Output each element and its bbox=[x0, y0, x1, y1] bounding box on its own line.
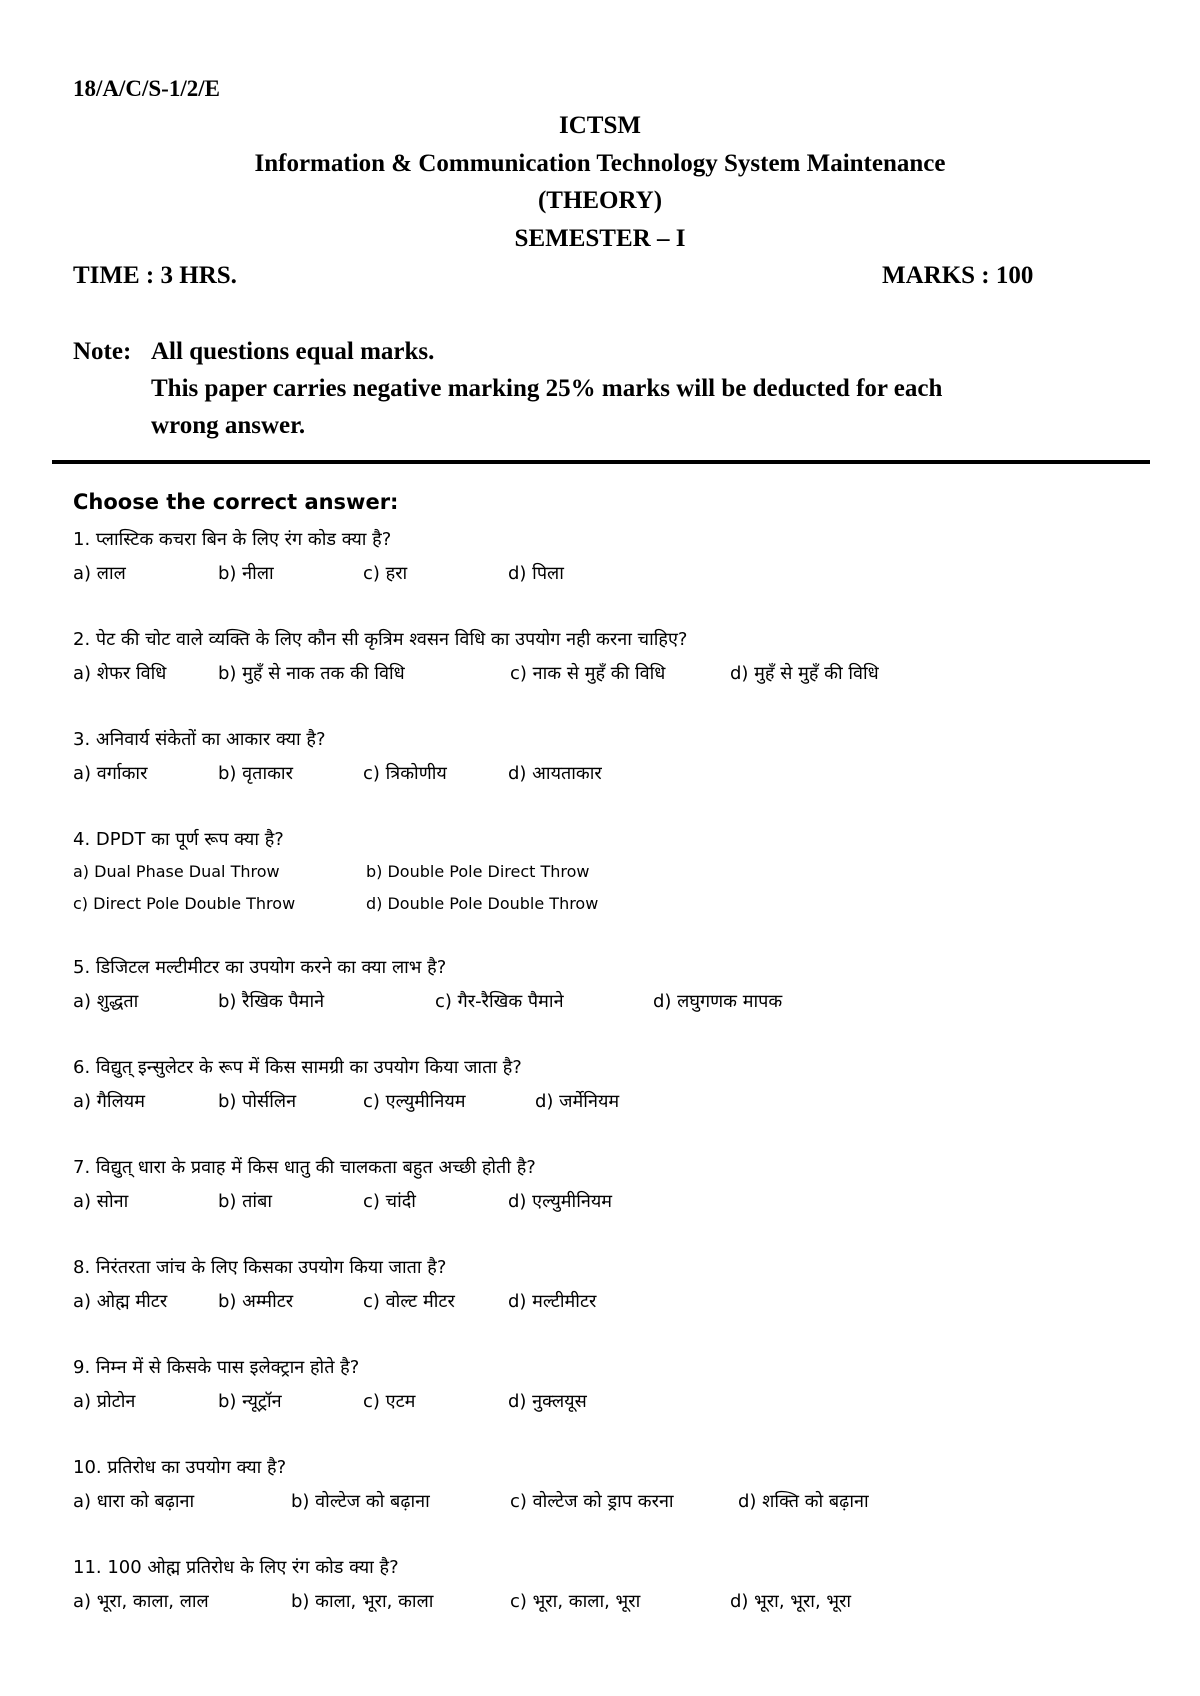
question-5: 5. डिजिटल मल्टीमीटर का उपयोग करने का क्या लाभ है? bbox=[73, 957, 447, 978]
option-a: a) प्रोटोन bbox=[73, 1391, 136, 1412]
question-11: 11. 100 ओह्म प्रतिरोध के लिए रंग कोड क्या है? bbox=[73, 1557, 399, 1578]
option-d: d) पिला bbox=[508, 563, 564, 584]
options-3 bbox=[73, 762, 1133, 788]
question-1: 1. प्लास्टिक कचरा बिन के लिए रंग कोड क्या है? bbox=[73, 529, 392, 550]
option-b: b) तांबा bbox=[218, 1191, 273, 1212]
option-b: b) Double Pole Direct Throw bbox=[366, 862, 590, 881]
question-9: 9. निम्न में से किसके पास इलेक्ट्रान होते है? bbox=[73, 1357, 360, 1378]
option-b: b) मुहँ से नाक तक की विधि bbox=[218, 663, 405, 684]
question-3: 3. अनिवार्य संकेतों का आकार क्या है? bbox=[73, 729, 326, 750]
option-c: c) Direct Pole Double Throw bbox=[73, 894, 296, 913]
note-line-2: This paper carries negative marking 25% marks will be deducted for each bbox=[151, 375, 943, 402]
option-d: d) मल्टीमीटर bbox=[508, 1291, 597, 1312]
options-9 bbox=[73, 1390, 1133, 1416]
exam-marks: MARKS : 100 bbox=[882, 262, 1034, 289]
options-10 bbox=[73, 1490, 1133, 1516]
option-a: a) Dual Phase Dual Throw bbox=[73, 862, 280, 881]
option-d: d) नुक्लयूस bbox=[508, 1391, 587, 1412]
options-1 bbox=[73, 562, 1133, 588]
question-8: 8. निरंतरता जांच के लिए किसका उपयोग किया जाता है? bbox=[73, 1257, 447, 1278]
option-c: c) हरा bbox=[363, 563, 408, 584]
option-a: a) सोना bbox=[73, 1191, 129, 1212]
option-c: c) त्रिकोणीय bbox=[363, 763, 447, 784]
semester: SEMESTER – I bbox=[514, 225, 686, 252]
options-4-row-2 bbox=[73, 892, 1133, 918]
option-c: c) एटम bbox=[363, 1391, 416, 1412]
instructions: Choose the correct answer: bbox=[73, 490, 399, 514]
option-b: b) न्यूट्रॉन bbox=[218, 1391, 282, 1412]
options-4-row-1 bbox=[73, 860, 1133, 886]
options-11 bbox=[73, 1590, 1133, 1616]
divider bbox=[52, 460, 1150, 464]
option-c: c) गैर-रैखिक पैमाने bbox=[435, 991, 564, 1012]
options-2 bbox=[73, 662, 1133, 688]
options-7 bbox=[73, 1190, 1133, 1216]
option-a: a) शुद्धता bbox=[73, 991, 139, 1012]
option-b: b) काला, भूरा, काला bbox=[291, 1591, 434, 1612]
option-b: b) वृताकार bbox=[218, 763, 293, 784]
option-b: b) रैखिक पैमाने bbox=[218, 991, 325, 1012]
option-c: c) चांदी bbox=[363, 1191, 416, 1212]
question-7: 7. विद्युत् धारा के प्रवाह में किस धातु की चालकता बहुत अच्छी होती है? bbox=[73, 1157, 536, 1178]
paper-code: 18/A/C/S-1/2/E bbox=[73, 76, 220, 101]
question-2: 2. पेट की चोट वाले व्यक्ति के लिए कौन सी कृत्रिम श्वसन विधि का उपयोग नही करना चाहिए? bbox=[73, 629, 688, 650]
option-b: b) अम्मीटर bbox=[218, 1291, 294, 1312]
option-d: d) Double Pole Double Throw bbox=[366, 894, 599, 913]
exam-time: TIME : 3 HRS. bbox=[73, 262, 237, 289]
course-subtitle: Information & Communication Technology System Maintenance bbox=[254, 150, 946, 177]
option-d: d) आयताकार bbox=[508, 763, 602, 784]
option-c: c) वोल्टेज को ड्राप करना bbox=[510, 1491, 674, 1512]
note-line-3: wrong answer. bbox=[151, 412, 306, 439]
option-c: c) नाक से मुहँ की विधि bbox=[510, 663, 666, 684]
option-b: b) वोल्टेज को बढ़ाना bbox=[291, 1491, 430, 1512]
option-a: a) ओह्म मीटर bbox=[73, 1291, 168, 1312]
note-label: Note: bbox=[73, 338, 132, 365]
option-d: d) भूरा, भूरा, भूरा bbox=[730, 1591, 852, 1612]
option-d: d) शक्ति को बढ़ाना bbox=[738, 1491, 869, 1512]
options-6 bbox=[73, 1090, 1133, 1116]
option-a: a) लाल bbox=[73, 563, 126, 584]
option-c: c) वोल्ट मीटर bbox=[363, 1291, 455, 1312]
option-b: b) नीला bbox=[218, 563, 274, 584]
option-a: a) शेफर विधि bbox=[73, 663, 167, 684]
option-a: a) धारा को बढ़ाना bbox=[73, 1491, 195, 1512]
option-c: c) भूरा, काला, भूरा bbox=[510, 1591, 641, 1612]
question-6: 6. विद्युत् इन्सुलेटर के रूप में किस सामग्री का उपयोग किया जाता है? bbox=[73, 1057, 522, 1078]
option-d: d) एल्युमीनियम bbox=[508, 1191, 613, 1212]
option-b: b) पोर्सलिन bbox=[218, 1091, 297, 1112]
option-c: c) एल्युमीनियम bbox=[363, 1091, 466, 1112]
question-4: 4. DPDT का पूर्ण रूप क्या है? bbox=[73, 829, 284, 850]
question-10: 10. प्रतिरोध का उपयोग क्या है? bbox=[73, 1457, 287, 1478]
option-d: d) लघुगणक मापक bbox=[653, 991, 783, 1012]
options-8 bbox=[73, 1290, 1133, 1316]
course-title: ICTSM bbox=[559, 112, 641, 139]
option-d: d) जर्मेनियम bbox=[535, 1091, 620, 1112]
option-a: a) गैलियम bbox=[73, 1091, 145, 1112]
paper-type: (THEORY) bbox=[537, 187, 663, 214]
option-d: d) मुहँ से मुहँ की विधि bbox=[730, 663, 879, 684]
option-a: a) भूरा, काला, लाल bbox=[73, 1591, 209, 1612]
option-a: a) वर्गाकार bbox=[73, 763, 148, 784]
note-line-1: All questions equal marks. bbox=[151, 338, 435, 365]
options-5 bbox=[73, 990, 1133, 1016]
